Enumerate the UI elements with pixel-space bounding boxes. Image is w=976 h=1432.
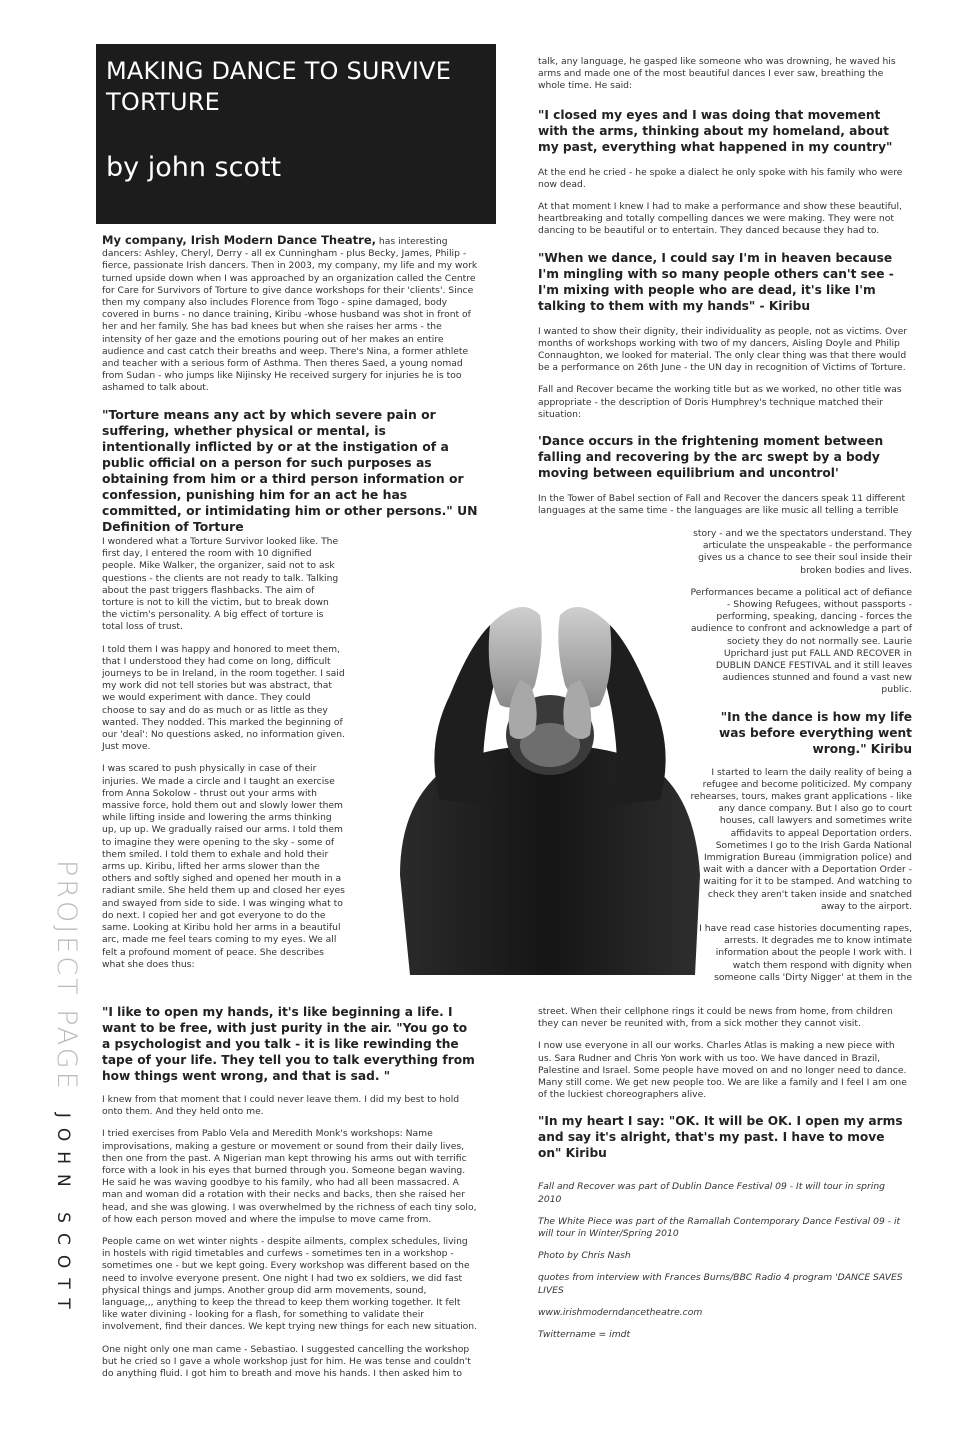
intro-paragraph bbox=[102, 234, 478, 395]
paragraph: I told them I was happy and honored to meet them, that I understood they had come on long, difficult journeys to be in Ireland, in the room together. I said my work did not tell stories but was abstract, that we would experiment with dance. They could choose to say and do as much or as little as they wanted. They nodded. This marked the beginning of our 'deal': No questions asked, no information given. Just move. bbox=[102, 643, 345, 753]
right-column-top bbox=[538, 56, 910, 517]
paragraph: I tried exercises from Pablo Vela and Meredith Monk's workshops: Name improvisations, making a gesture or movement or sound from their daily lives, then one from the past. A Nigerian man kept throwing his arms out with terrific force with a look in his eyes that burned through you. Someone began waving. He said he was waving goodbye to his family, who had all been massacred. A man and woman did a rotation with their necks and backs, then she raised her head, and she was glowing. I was overwhelmed by the richness of each tiny solo, of how each person moved and where the impulse to move came from. bbox=[102, 1128, 477, 1225]
paragraph: talk, any language, he gasped like someone who was drowning, he waved his arms and made one of the most beautiful dances I ever saw, breathing the whole time. He said: bbox=[538, 56, 896, 92]
heart-quote: "In my heart I say: "OK. It will be OK. I open my arms and say it's alright, that's my past. I have to move on" Kiribu bbox=[538, 1114, 903, 1161]
paragraph: People came on wet winter nights - despite ailments, complex schedules, living in hostels with rigid timetables and curfews - sometimes ten in a workshop - sometimes one - but we kept going. Every workshop was different based on the need to involve everyone present. One night I had two ex soldiers, we did fast physical things and jumps. Another group did arm movements, sound, language,,, anything to keep the thread to keep them working together. It felt like water divining - looking for a flash, for something to validate their involvement, find their dances. We kept trying new things for each new situation. bbox=[102, 1236, 478, 1333]
paragraph: In the Tower of Babel section of Fall and Recover the dancers speak 11 different languages at the same time - the languages are like music all telling a terrible bbox=[538, 493, 906, 517]
paragraph: I have read case histories documenting rapes, arrests. It degrades me to know intimate information about the people I work with. I watch them respond with dignity when someone calls 'Dirty Nigger' at them in the bbox=[699, 923, 912, 983]
paragraph: story - and we the spectators understand. They articulate the unspeakable - the performance gives us a chance to see their soul inside their broken bodies and lives. bbox=[693, 528, 912, 576]
heaven-quote: "When we dance, I could say I'm in heaven because I'm mingling with so many people others can't see - I'm mixing with people who are dead, it's like I'm talking to them with my hands" - Kiribu bbox=[538, 250, 894, 313]
life-quote: "In the dance is how my life was before everything went wrong." Kiribu bbox=[719, 709, 912, 756]
left-column-bottom bbox=[102, 1004, 478, 1380]
credit-note: quotes from interview with Frances Burns/BBC Radio 4 program 'DANCE SAVES LIVES bbox=[538, 1272, 903, 1296]
credit-note: The White Piece was part of the Ramallah Contemporary Dance Festival 09 - it will tour in Winter/Spring 2010 bbox=[538, 1215, 901, 1240]
dancer-photo bbox=[370, 585, 730, 975]
dancer-figure-image bbox=[370, 585, 730, 975]
credits bbox=[538, 1181, 910, 1341]
intro-text: has interesting dancers: Ashley, Cheryl, Derry - all ex Cunningham - plus Becky, James, Philip - fierce, passionate Irish dancers. Then in 2003, my company, my life and my work turned upside down when I was approached by an organization called the Centre for Care for Survivors of Torture to give dance workshops for their 'clients'. Since then my company also includes Florence from Togo - spine damaged, body covered in burns - no dance training, Kiribu -whose husband was shot in front of her and her family. She has bad knees but when she raises her arms - the intensity of her gaze and the emotions pouring out of her makes an entire audience and cast catch their breaths and weep. There's Nina, a former athlete and teacher with a serious form of Asthma. Then theres Saed, a young nomad from Sudan - who jumps like Nijinsky He received surgery for injuries he is too ashamed to talk about. bbox=[102, 236, 478, 394]
paragraph: One night only one man came - Sebastiao. I suggested cancelling the workshop but he cried so I gave a whole workshop just for him. He was tense and couldn't do anything fluid. I got him to breath and move his hands. I then asked him to bbox=[102, 1343, 471, 1380]
article-title: MAKING DANCE TO SURVIVE TORTURE bbox=[106, 57, 452, 116]
project-page-label: PROJECT PAGE bbox=[51, 860, 82, 1092]
paragraph: At the end he cried - he spoke a dialect he only spoke with his family who were now dead. bbox=[538, 166, 903, 190]
byline: by john scott bbox=[106, 152, 282, 183]
paragraph: I now use everyone in all our works. Charles Atlas is making a new piece with us. Sara Rudner and Chris Yon work with us too. We have danced in Brazil, Palestine and Israel. Some people have moved on and no longer need to dance. Many still come. We get new people too. We are like a family and I feel I am one of the luckiest choreographers alive. bbox=[538, 1040, 907, 1101]
paragraph: I was scared to push physically in case of their injuries. We made a circle and I taught an exercise from Anna Sokolow - thrust out your arms with massive force, hold them out and slowly lower them while lifting inside and lowering the arms thinking up, up up. We gradually raised our arms. I told them to imagine they were opening to the sky - some of them smiled. I told them to exhale and hold their arms up. Kiribu, lifted her arms slower than the others and softly sighed and opened her mouth in a radiant smile. She held them up and closed her eyes and swayed from side to side. I was winging what to do next. I copied her and got everyone to do the same. Looking at Kiribu hold her arms in a beautiful arc, made me feel tears coming to my eyes. We all felt a profound moment of peace. She describes what she does thus: bbox=[102, 763, 345, 970]
twitter-handle: Twittername = imdt bbox=[538, 1329, 631, 1341]
intro-lead: My company, Irish Modern Dance Theatre, bbox=[102, 233, 377, 247]
credit-note: Photo by Chris Nash bbox=[538, 1250, 631, 1262]
paragraph: Fall and Recover became the working title but as we worked, no other title was appropriate - the description of Doris Humphrey's technique matched their situation: bbox=[538, 384, 902, 420]
website-link: www.irishmoderndancetheatre.com bbox=[538, 1306, 703, 1318]
author-name-label: JOHN SCOTT bbox=[53, 1112, 73, 1319]
un-definition-quote: "Torture means any act by which severe pain or suffering, whether physical or mental, is intentionally inflicted by or at the instigation of a public official on a person for such purposes as obtaining from him or a third person information or confession, punishing him for an act he has committed, or intimidating him or other persons." UN Definition of Torture bbox=[102, 406, 478, 534]
side-label bbox=[51, 860, 82, 1319]
paragraph: I wanted to show their dignity, their individuality as people, not as victims. Over months of workshops working with two of my dancers, Aisling Doyle and Philip Connaughton, we looked for material. The only clear thing was that there would be a performance on 26th June - the UN day in recognition of Victims of Torture. bbox=[538, 325, 908, 374]
title-box bbox=[96, 44, 496, 224]
paragraph: I started to learn the daily reality of being a refugee and become politicized. My company rehearses, tours, makes grant applications - like any dance company. But I also go to court houses, call lawyers and sometimes write affidavits to appeal Deportation orders. Sometimes I go to the Irish Garda National Immigration Bureau (immigration police) and wait with a dancer with a Deportation Order - waiting for it to be stamped. And watching to check they aren't taken inside and snatched away to the airport. bbox=[690, 766, 912, 912]
closed-eyes-quote: "I closed my eyes and I was doing that movement with the arms, thinking about my homeland, about my past, everything what happened in my country" bbox=[538, 107, 893, 154]
paragraph: street. When their cellphone rings it could be news from home, from children they can never be reunited with, from a sick mother they cannot visit. bbox=[538, 1006, 893, 1030]
paragraph: Performances became a political act of defiance - Showing Refugees, without passports - performing, speaking, dancing - forces the audience to confront and acknowledge a part of society they do not normally see. Laurie Uprichard just put FALL AND RECOVER in DUBLIN DANCE FESTIVAL and it still leaves audiences stunned and found a vast new public. bbox=[690, 586, 912, 696]
left-column-top bbox=[102, 234, 478, 535]
credit-note: Fall and Recover was part of Dublin Dance Festival 09 - It will tour in spring 2010 bbox=[538, 1181, 885, 1205]
right-column-bottom bbox=[538, 1006, 910, 1341]
dance-definition-quote: 'Dance occurs in the frightening moment between falling and recovering by the arc swept by a body moving between equilibrium and uncontrol' bbox=[538, 434, 884, 481]
hands-quote: "I like to open my hands, it's like beginning a life. I want to be free, with just purity in the air. "You go to a psychologist and you talk - it is like rewinding the tape of your life. They tell you to talk everything from how things went wrong, and that is sad. " bbox=[102, 1005, 475, 1083]
left-column-narrow bbox=[102, 536, 346, 971]
paragraph: I knew from that moment that I could never leave them. I did my best to hold onto them. And they held onto me. bbox=[102, 1094, 460, 1118]
paragraph: I wondered what a Torture Survivor looked like. The first day, I entered the room with 10 dignified people. Mike Walker, the organizer, said not to ask questions - the clients are not ready to talk. Talking about the past triggers flashbacks. The aim of torture is not to kill the victim, but to break down the victim's personality. A big effect of torture is total loss of trust. bbox=[102, 536, 339, 633]
paragraph: At that moment I knew I had to make a performance and show these beautiful, heartbreaking and totally compelling dances we were making. They were not dancing to be beautiful or to entertain. They danced because they had to. bbox=[538, 201, 902, 237]
